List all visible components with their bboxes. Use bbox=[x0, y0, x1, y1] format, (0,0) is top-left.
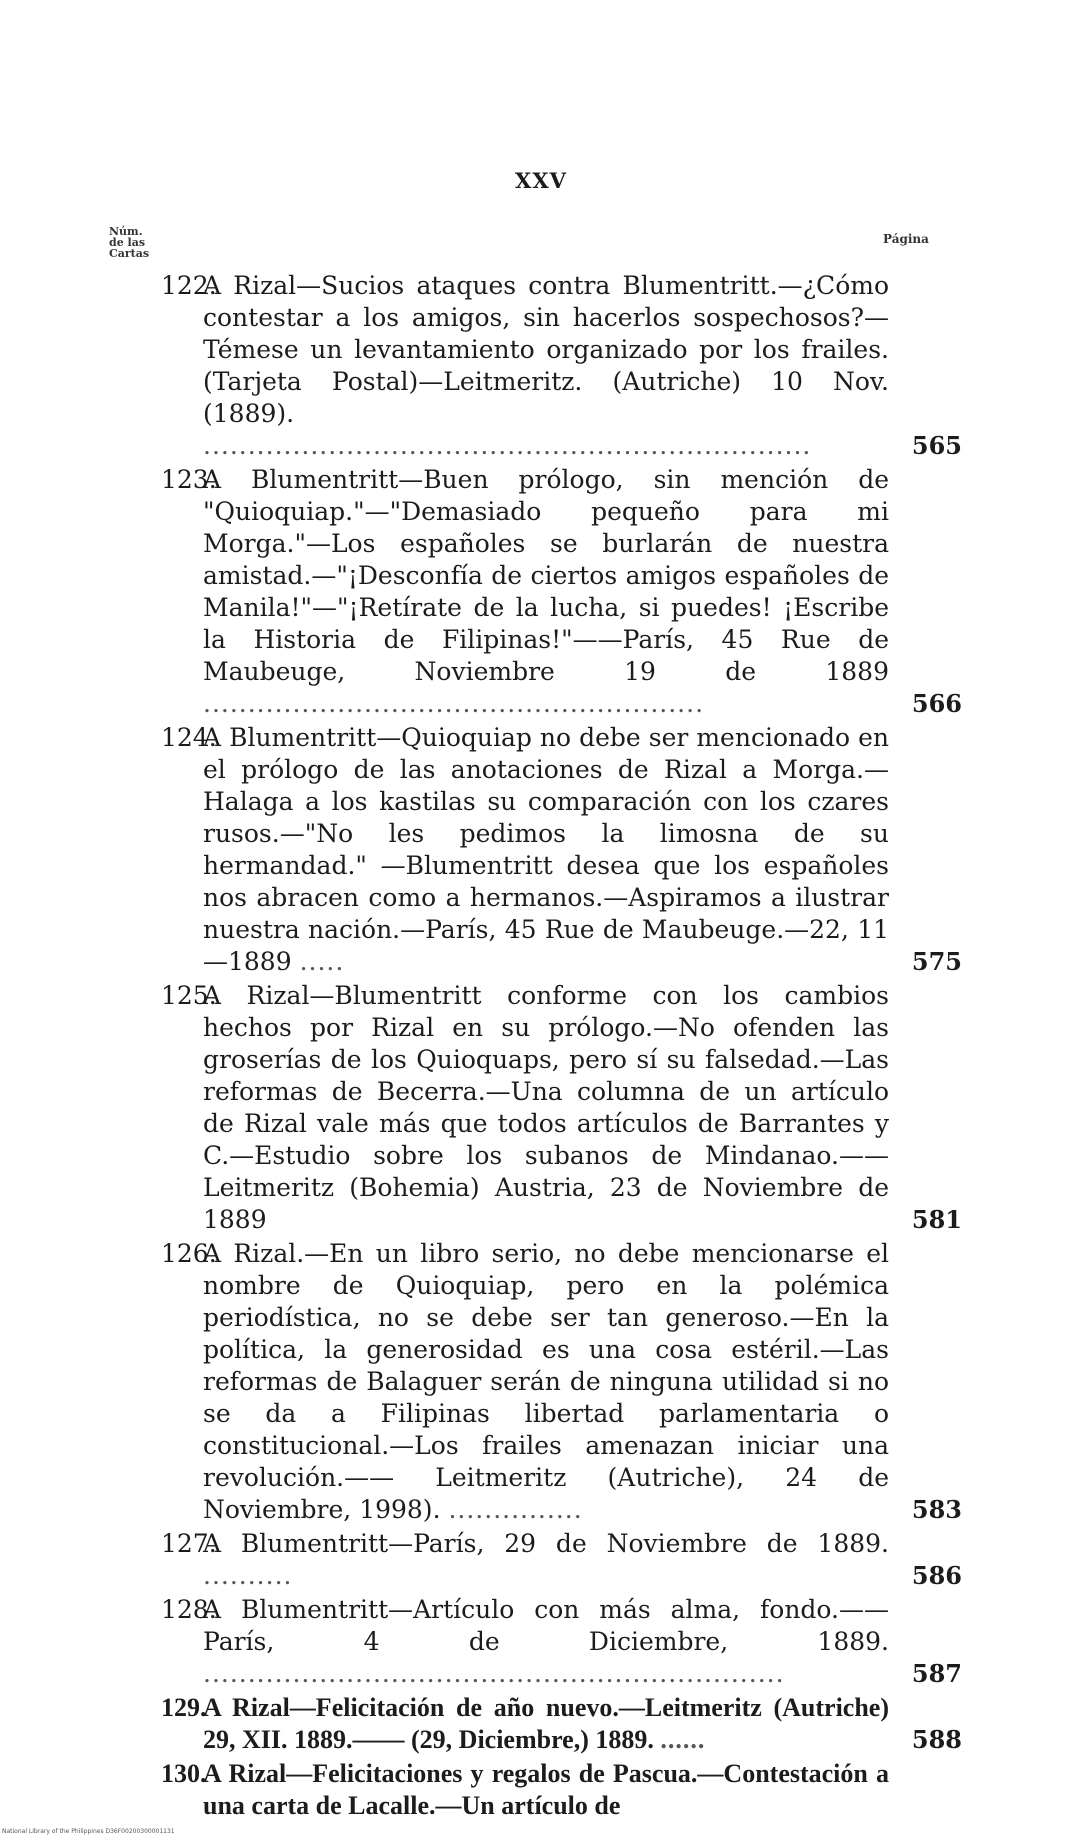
column-header-letter-number: Núm. de las Cartas bbox=[109, 225, 150, 260]
entry-number: 127. bbox=[161, 1529, 217, 1558]
entry-page: 565 bbox=[911, 431, 962, 460]
entry-text: A Rizal—Felicitaciones y regalos de Pascua.—Contestación a una carta de Lacalle.—Un artículo de bbox=[203, 1759, 889, 1820]
column-header-page: Página bbox=[883, 232, 929, 246]
index-entry bbox=[0, 980, 1082, 1236]
entry-page: 583 bbox=[911, 1495, 962, 1524]
entry-text: A Blumentritt—Buen prólogo, sin mención de "Quioquiap."—"Demasiado pequeño para mi Morga."—Los españoles se burlarán de nuestra amistad.—"¡Desconfía de ciertos amigos españoles de Manila!"—"¡Retírate de la lucha, si puedes! ¡Escribe la Historia de Filipinas!"——París, 45 Rue de Maubeuge, Noviembre 19 de 1889 bbox=[203, 465, 889, 686]
leader-dots: .................................................................... bbox=[203, 431, 812, 460]
entry-page: 588 bbox=[911, 1725, 962, 1754]
entry-number: 130. bbox=[161, 1759, 207, 1788]
entry-text: A Blumentritt—Artículo con más alma, fondo.——París, 4 de Diciembre, 1889. bbox=[203, 1595, 889, 1656]
entry-number: 125. bbox=[161, 981, 217, 1010]
leader-dots: ........................................................ bbox=[203, 689, 705, 718]
entry-page: 566 bbox=[911, 689, 962, 718]
leader-dots: .......... bbox=[203, 1561, 293, 1590]
index-entry bbox=[0, 1238, 1082, 1526]
letter-index bbox=[0, 270, 1082, 1824]
page-number: XXV bbox=[515, 168, 567, 193]
entry-page: 575 bbox=[911, 947, 962, 976]
entry-text: A Blumentritt—París, 29 de Noviembre de 1889. bbox=[203, 1529, 889, 1558]
index-entry bbox=[0, 1692, 1082, 1756]
leader-dots: ............... bbox=[448, 1495, 583, 1524]
scan-footer: National Library of the Philippines D36F00200300001131 bbox=[2, 1828, 175, 1835]
index-entry bbox=[0, 270, 1082, 462]
entry-text: A Rizal—Sucios ataques contra Blumentritt.—¿Cómo contestar a los amigos, sin hacerlos sospechosos?—Témese un levantamiento organizado por los frailes. (Tarjeta Postal)—Leitmeritz. (Autriche) 10 Nov. (1889). bbox=[203, 271, 889, 428]
entry-number: 126. bbox=[161, 1239, 217, 1268]
leader-dots: ................................................................. bbox=[203, 1659, 785, 1688]
entry-number: 124. bbox=[161, 723, 217, 752]
index-entry bbox=[0, 1594, 1082, 1690]
index-entry bbox=[0, 1528, 1082, 1592]
entry-number: 129. bbox=[161, 1693, 207, 1722]
entry-number: 123. bbox=[161, 465, 217, 494]
entry-text: A Rizal—Blumentritt conforme con los cambios hechos por Rizal en su prólogo.—No ofenden las groserías de los Quioquaps, pero sí su falsedad.—Las reformas de Becerra.—Una columna de un artículo de Rizal vale más que todos artículos de Barrantes y C.—Estudio sobre los subanos de Mindanao.——Leitmeritz (Bohemia) Austria, 23 de Noviembre de 1889 bbox=[203, 981, 889, 1234]
index-entry bbox=[0, 464, 1082, 720]
entry-number: 128. bbox=[161, 1595, 217, 1624]
index-entry bbox=[0, 722, 1082, 978]
entry-page: 587 bbox=[911, 1659, 962, 1688]
entry-page: 581 bbox=[911, 1205, 962, 1234]
leader-dots: ..... bbox=[299, 947, 345, 976]
entry-page: 586 bbox=[911, 1561, 962, 1590]
entry-number: 122. bbox=[161, 271, 217, 300]
index-entry bbox=[0, 1758, 1082, 1822]
leader-dots: ...... bbox=[660, 1725, 706, 1754]
entry-text: A Blumentritt—Quioquiap no debe ser mencionado en el prólogo de las anotaciones de Rizal a Morga.—Halaga a los kastilas su comparación con los czares rusos.—"No les pedimos la limosna de su hermandad." —Blumentritt desea que los españoles nos abracen como a hermanos.—Aspiramos a ilustrar nuestra nación.—París, 45 Rue de Maubeuge.—22, 11—1889 bbox=[203, 723, 889, 976]
entry-text: A Rizal.—En un libro serio, no debe mencionarse el nombre de Quioquiap, pero en la polémica periodística, no se debe ser tan generoso.—En la política, la generosidad es una cosa estéril.—Las reformas de Balaguer serán de ninguna utilidad si no se da a Filipinas libertad parlamentaria o constitucional.—Los frailes amenazan iniciar una revolución.—— Leitmeritz (Autriche), 24 de Noviembre, 1998). bbox=[203, 1239, 889, 1524]
entry-text: A Rizal—Felicitación de año nuevo.—Leitmeritz (Autriche) 29, XII. 1889.—— (29, Diciembre,) 1889. bbox=[203, 1693, 889, 1754]
